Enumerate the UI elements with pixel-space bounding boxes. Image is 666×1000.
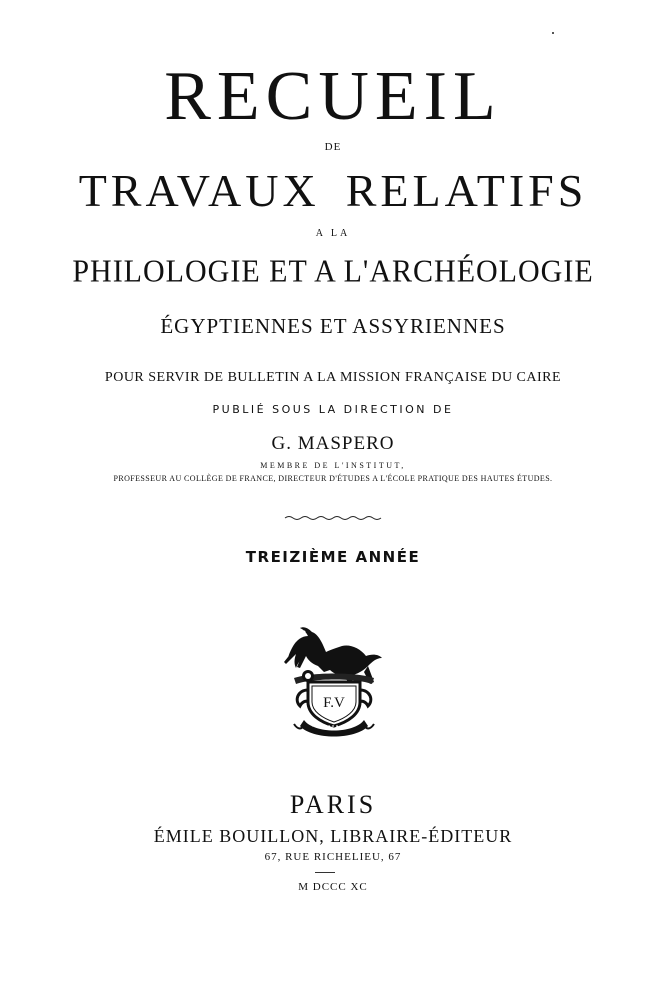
crest-monogram: F.V: [323, 695, 345, 711]
title-subject: [0, 165, 666, 216]
page-speck: [552, 32, 554, 34]
ornamental-rule: [283, 515, 383, 521]
imprint-city: PARIS: [289, 790, 377, 819]
editor-role-1: MEMBRE DE L'INSTITUT,: [260, 461, 406, 470]
editor-role-2: PROFESSEUR AU COLLÈGE DE FRANCE, DIRECTEUR D'ÉTUDES A L'ÉCOLE PRATIQUE DES HAUTES ÉTUDES.: [113, 474, 553, 483]
imprint-year: M DCCC XC: [298, 881, 368, 893]
volume-label: TREIZIÈME ANNÉE: [245, 548, 421, 566]
title-purpose: POUR SERVIR DE BULLETIN A LA MISSION FRANÇAISE DU CAIRE: [104, 370, 562, 385]
title-de: DE: [324, 141, 342, 153]
title-subject-left: TRAVAUX: [78, 165, 320, 216]
imprint-separator: [315, 872, 335, 873]
title-a-la: A LA: [315, 228, 351, 239]
horse-crest-icon: [264, 612, 404, 742]
imprint-address: 67, RUE RICHELIEU, 67: [264, 851, 402, 863]
title-qualifier: ÉGYPTIENNES ET ASSYRIENNES: [160, 314, 506, 338]
imprint-publisher: ÉMILE BOUILLON, LIBRAIRE-ÉDITEUR: [153, 826, 513, 846]
editor-name: G. MASPERO: [271, 433, 395, 454]
title-recueil: RECUEIL: [164, 58, 502, 135]
editor-intro: PUBLIÉ SOUS LA DIRECTION DE: [212, 403, 454, 416]
title-fields: PHILOLOGIE ET A L'ARCHÉOLOGIE: [72, 254, 594, 289]
title-subject-right: RELATIFS: [345, 165, 588, 216]
